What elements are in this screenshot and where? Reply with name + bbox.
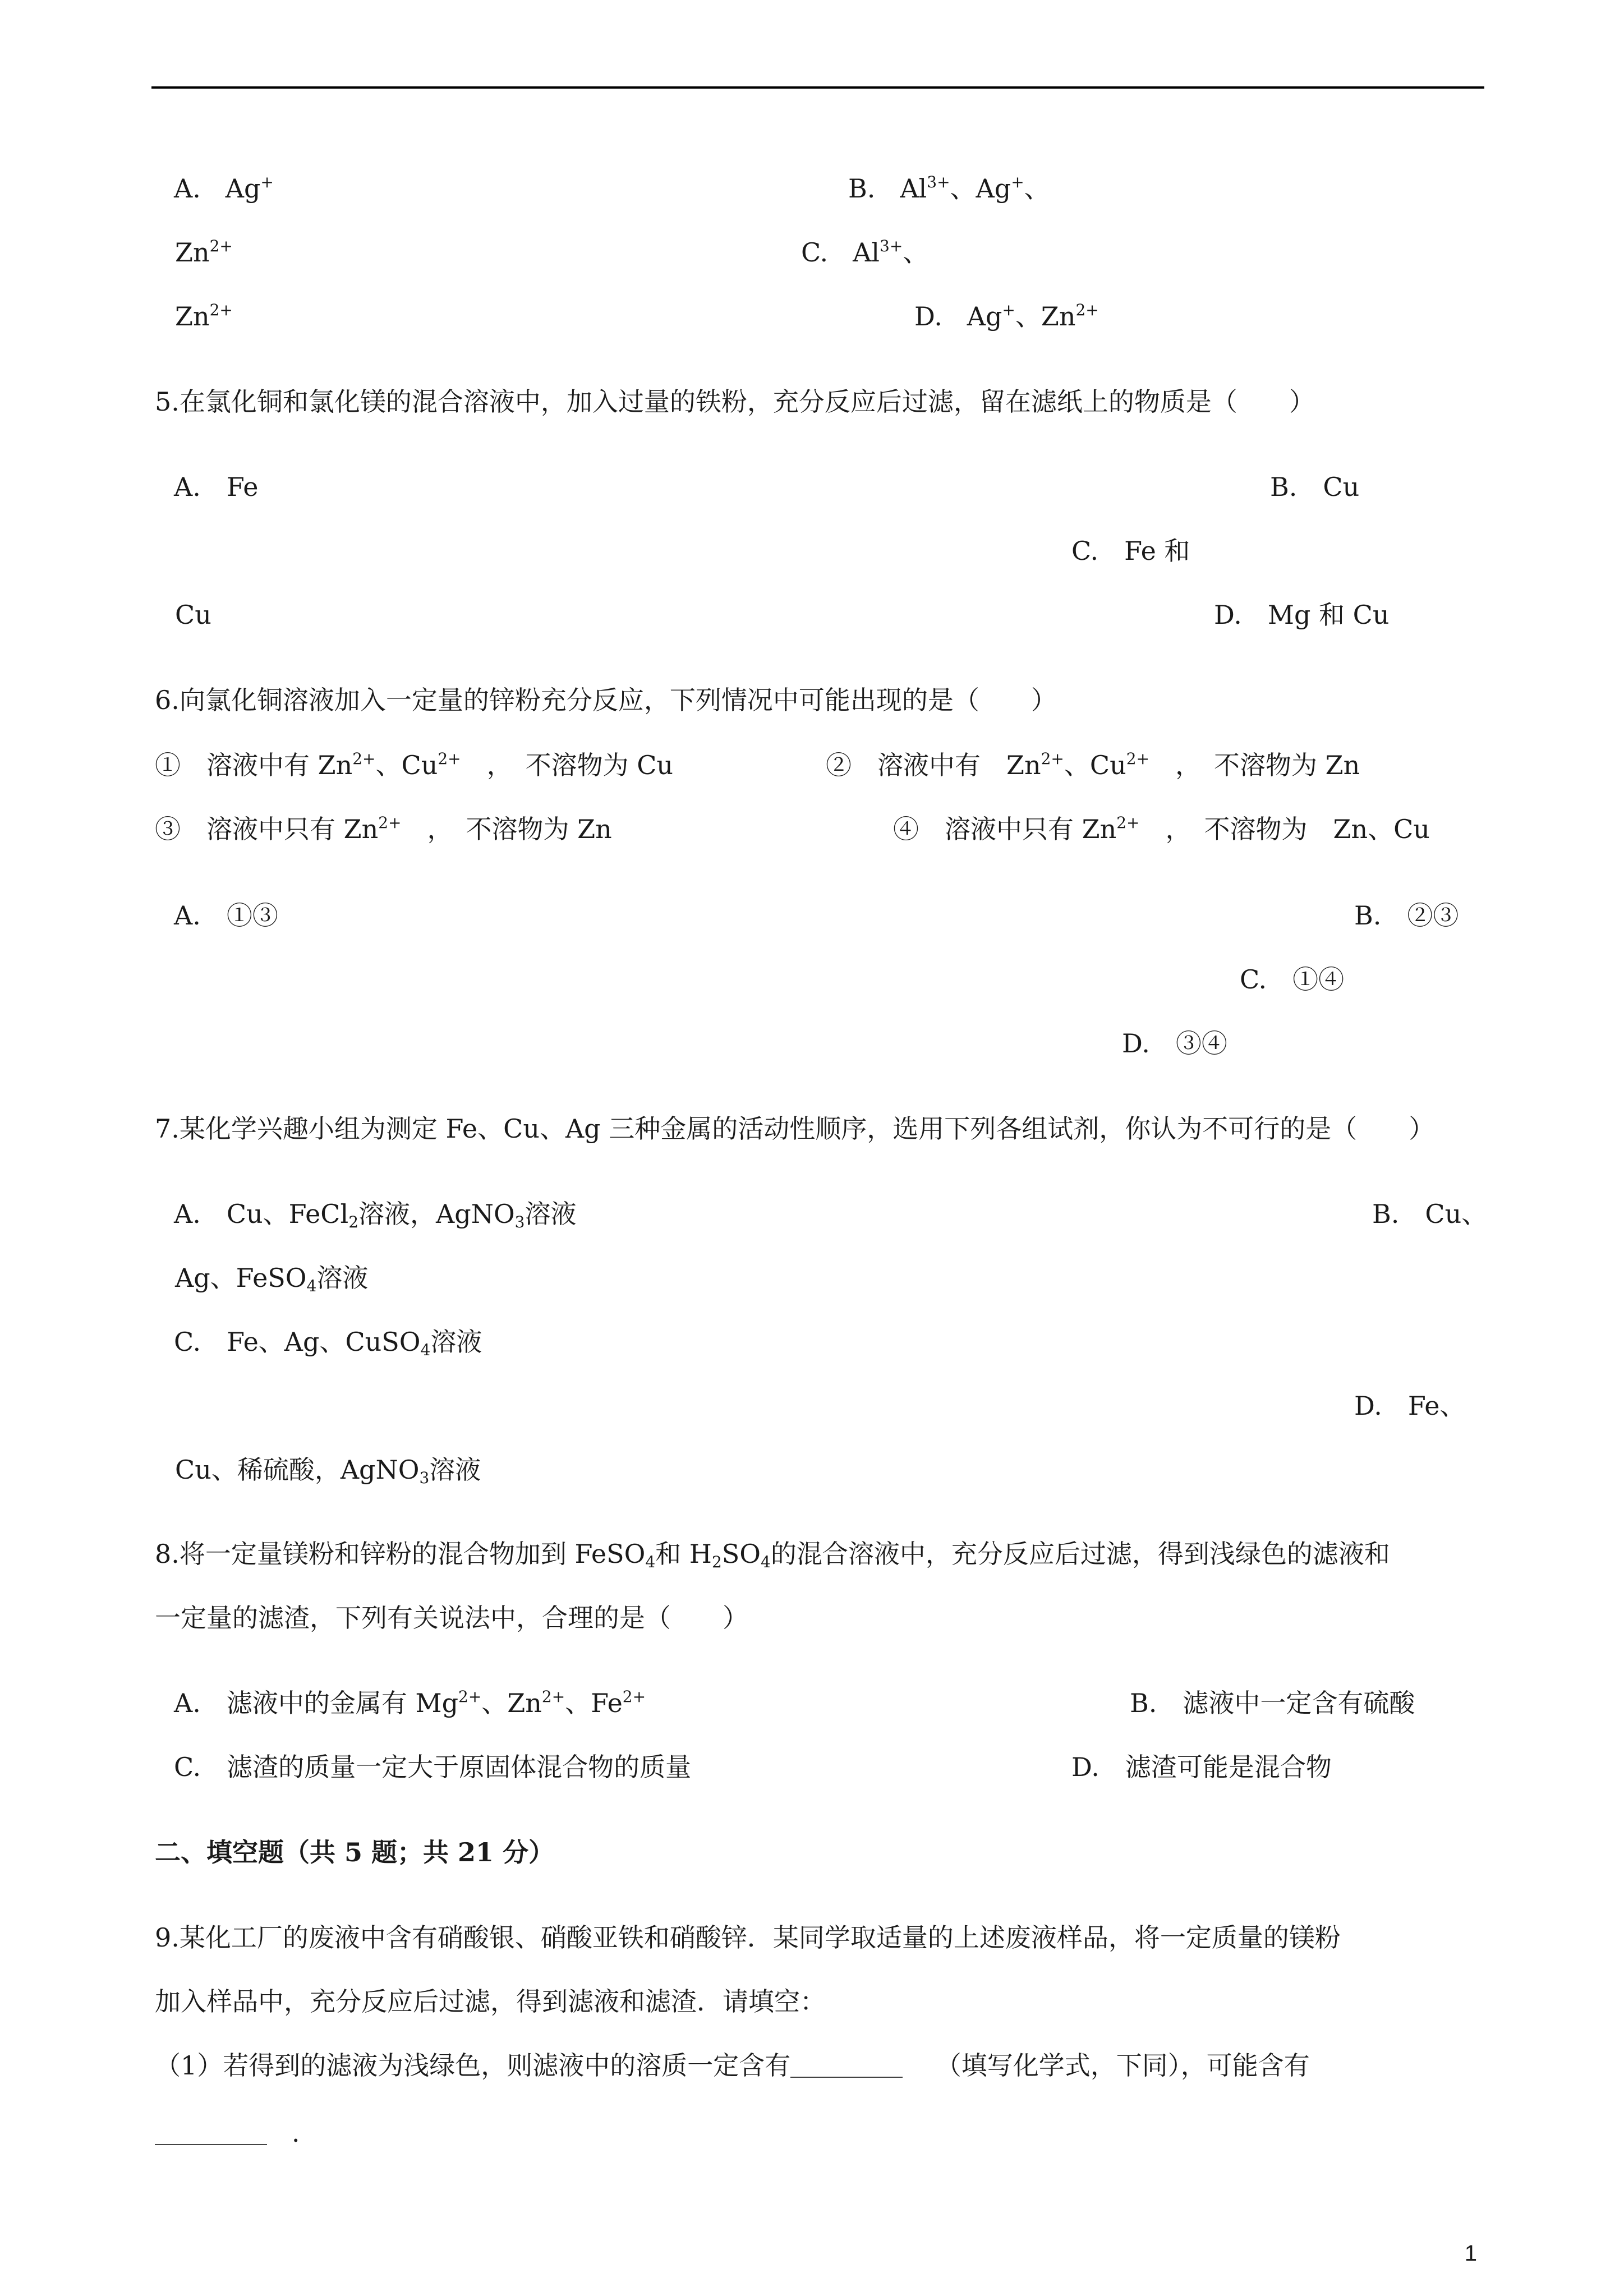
q4-option-b-cont: $Zn^{2+}$ [175,237,233,268]
q7-option-c: C. Fe、Ag、CuSO$_4$溶液 [174,1327,482,1359]
q9-line-1: 9.某化工厂的废液中含有硝酸银、硝酸亚铁和硝酸锌．某同学取适量的上述废液样品，将一定质量的镁粉 [155,1922,1341,1953]
q7-option-b: B. Cu、 [1372,1199,1488,1229]
q7-stem: 7.某化学兴趣小组为测定 Fe、Cu、Ag 三种金属的活动性顺序，选用下列各组试剂，你认为不可行的是（ ） [155,1114,1435,1144]
answer-blank-2[interactable] [155,2119,267,2145]
q5-option-d: D. Mg 和 Cu [1214,600,1390,630]
q6-option-b: B. ②③ [1354,900,1459,931]
q4-option-a: A. Ag+ [174,173,274,204]
q9-line-2: 加入样品中，充分反应后过滤，得到滤液和滤渣．请填空： [155,1986,826,2017]
q6-option-c: C. ①④ [1240,964,1345,995]
q6-option-d: D. ③④ [1122,1028,1227,1059]
q5-option-b: B. Cu [1270,472,1360,502]
q9-line-4: . [155,2116,300,2150]
q4-option-b: B. $Al^{3+}$、Ag+、 [848,173,1050,204]
q6-situation-2: ② 溶液中有 $Zn^{2+}$、$Cu^{2+}$ ， 不溶物为 Zn [826,749,1360,780]
q7-option-d-cont: Cu、稀硫酸，AgNO$_3$溶液 [175,1455,481,1487]
q4-option-c-cont: $Zn^{2+}$ [175,301,233,332]
q5-option-c: C. Fe 和 [1071,536,1190,566]
q5-stem: 5.在氯化铜和氯化镁的混合溶液中，加入过量的铁粉，充分反应后过滤，留在滤纸上的物质是（ ） [155,386,1315,417]
q6-situation-4: ④ 溶液中只有 $Zn^{2+}$ ， 不溶物为 Zn、Cu [893,813,1430,844]
q6-situation-3: ③ 溶液中只有 $Zn^{2+}$ ， 不溶物为 Zn [155,813,612,844]
section-heading: 二、填空题（共 5 题；共 21 分） [155,1837,555,1867]
q8-option-b: B. 滤液中一定含有硫酸 [1130,1688,1415,1718]
q6-stem: 6.向氯化铜溶液加入一定量的锌粉充分反应，下列情况中可能出现的是（ ） [155,685,1057,715]
q8-option-d: D. 滤渣可能是混合物 [1071,1752,1332,1782]
page-number: 1 [1464,2241,1477,2266]
q7-option-d: D. Fe、 [1354,1391,1466,1421]
q6-situation-1: ① 溶液中有 $Zn^{2+}$、$Cu^{2+}$ ， 不溶物为 Cu [155,749,674,780]
q4-option-d: D. Ag+、$Zn^{2+}$ [914,301,1099,332]
q5-option-c-cont: Cu [175,600,211,630]
q8-option-a: A. 滤液中的金属有 $Mg^{2+}$、$Zn^{2+}$、$Fe^{2+}$ [174,1687,646,1718]
q8-stem-line-2: 一定量的滤渣，下列有关说法中，合理的是（ ） [155,1603,748,1633]
header-rule [151,86,1484,89]
q8-stem-line-1: 8.将一定量镁粉和锌粉的混合物加到 FeSO$_4$和 $H_2SO_4$的混合溶液中，充分反应后过滤，得到浅绿色的滤液和 [155,1539,1390,1571]
q8-option-c: C. 滤渣的质量一定大于原固体混合物的质量 [174,1752,692,1782]
q4-option-c: C. $Al^{3+}$、 [801,237,929,268]
q9-line-3: （1）若得到的滤液为浅绿色，则滤液中的溶质一定含有 （填写化学式，下同），可能含有 [155,2050,1310,2081]
q5-option-a: A. Fe [174,472,259,502]
q6-option-a: A. ①③ [174,900,278,931]
q7-option-a: A. Cu、FeCl$_2$溶液，AgNO$_3$溶液 [174,1199,577,1231]
q7-option-b-cont: Ag、FeSO$_4$溶液 [175,1263,369,1295]
answer-blank-1[interactable] [790,2052,903,2078]
